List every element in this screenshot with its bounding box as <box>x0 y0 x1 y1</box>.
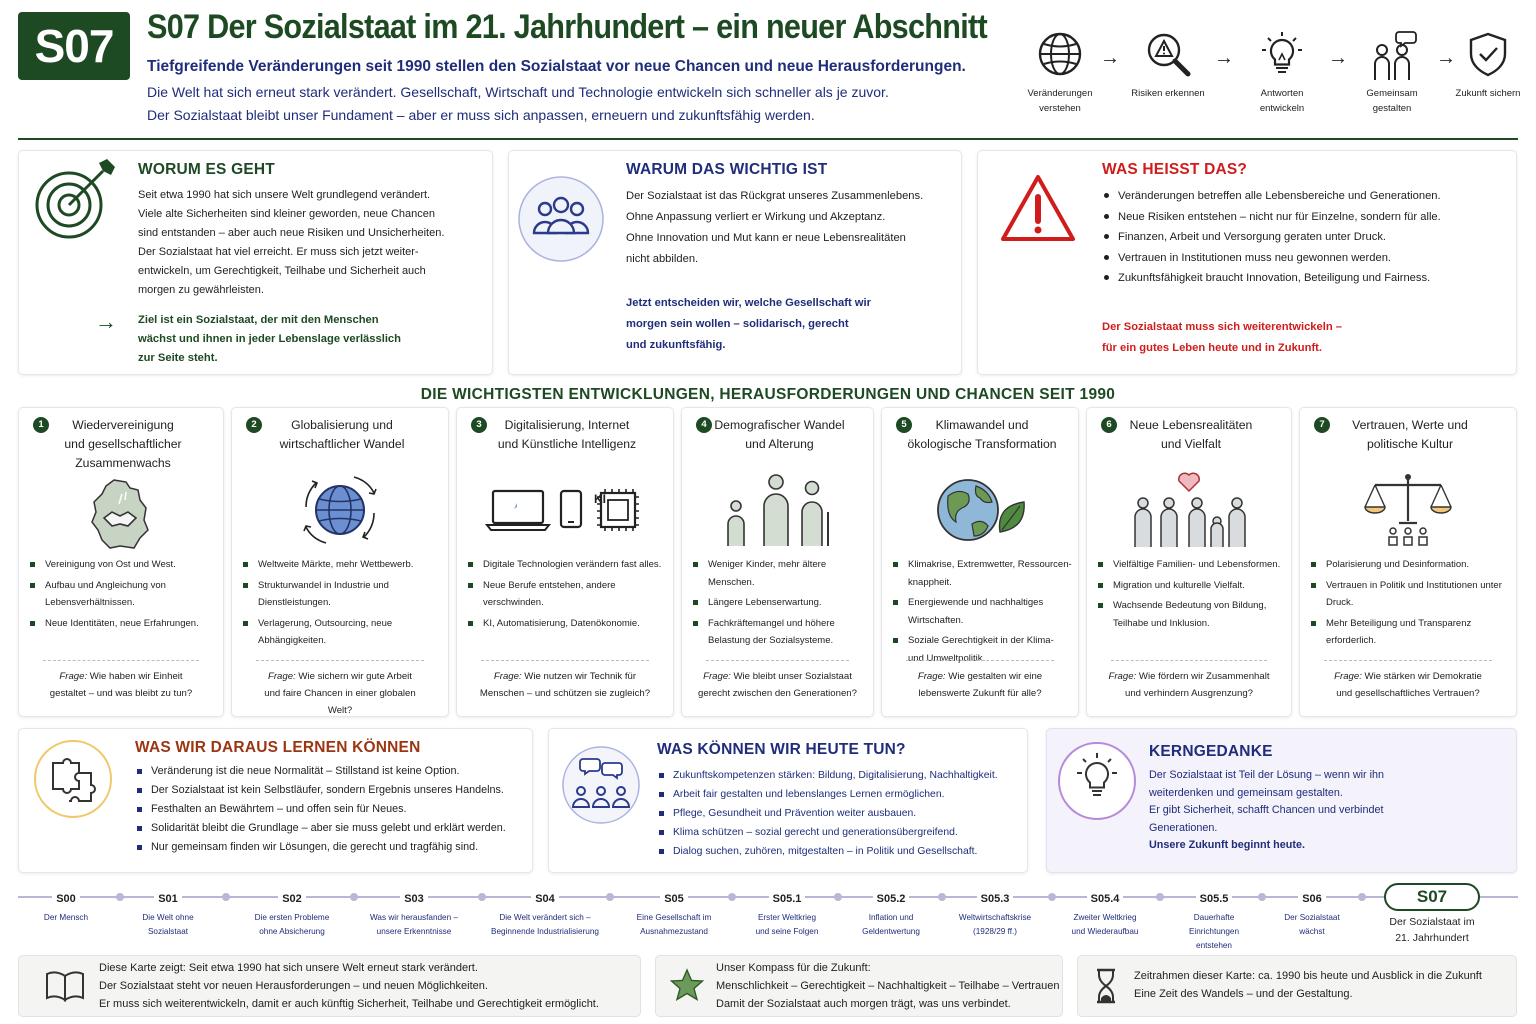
topic-number: 5 <box>896 417 912 433</box>
body-line: Er gibt Sicherheit, schafft Chancen und verbindet <box>1149 804 1384 816</box>
puzzle-icon <box>33 739 113 819</box>
timeline-label-line: wächst <box>1299 927 1325 936</box>
process-step-label: entwickeln <box>1259 103 1305 114</box>
arrow-right-icon: → <box>95 309 117 334</box>
process-steps <box>1008 0 1536 135</box>
process-step-label: Veränderungen <box>1027 88 1093 99</box>
topic-number: 4 <box>696 417 712 433</box>
list-item: Der Sozialstaat ist kein Selbstläufer, sondern Ergebnis unseres Handelns. <box>135 781 530 800</box>
question-line: Wie bleibt unser Sozialstaat <box>733 671 852 682</box>
timeline-dot <box>350 893 358 901</box>
list-item: Vielfältige Familien- und Lebensformen. <box>1097 556 1285 574</box>
topic-title-line: Klimawandel und <box>935 418 1029 432</box>
footer-line: Unser Kompass für die Zukunft: <box>716 962 871 974</box>
list-item: Wachsende Bedeutung von Bildung, Teilhabe und Inklusion. <box>1097 597 1285 632</box>
topic-question <box>892 668 1068 702</box>
card-body <box>626 186 956 270</box>
discussion-group-icon <box>561 745 641 825</box>
timeline-label-line: Die ersten Probleme <box>254 913 330 922</box>
topic-list <box>467 556 667 635</box>
timeline-label-line: 21. Jahrhundert <box>1395 932 1469 944</box>
footer-box-summary <box>18 955 641 1017</box>
topic-title-line: und Künstliche Intelligenz <box>497 437 637 451</box>
question-line: und verhindern Ausgrenzung? <box>1124 688 1253 699</box>
question-line: Menschen – und schützen sie zugleich? <box>479 688 651 699</box>
topic-title-line: und Alterung <box>745 437 814 451</box>
body-line: sind entstanden – aber auch neue Risiken und Unsicherheiten. <box>138 227 445 239</box>
ai-chip-label: KI <box>594 492 606 506</box>
emphasis-line: Jetzt entscheiden wir, welche Gesellschaft wir <box>626 297 871 309</box>
timeline-label <box>359 911 469 939</box>
shield-check-icon <box>1464 30 1512 78</box>
list-item: Neue Berufe entstehen, andere verschwinden. <box>467 577 667 612</box>
question-line: und gesellschaftliches Vertrauen? <box>1336 688 1480 699</box>
body-line: entwickeln, um Gerechtigkeit, Teilhabe und Sicherheit auch <box>138 265 426 277</box>
timeline-code: S05.1 <box>769 893 806 905</box>
list-item: Neue Identitäten, neue Erfahrungen. <box>29 615 217 633</box>
timeline-label-line: Zweiter Weltkrieg <box>1073 913 1137 922</box>
timeline-code: S05 <box>660 893 688 905</box>
question-line: Wie gestalten wir eine <box>948 671 1043 682</box>
card-title: WAS WIR DARAUS LERNEN KÖNNEN <box>135 739 421 756</box>
question-line: Wie sichern wir gute Arbeit <box>298 671 412 682</box>
list-item: Klimakrise, Extremwetter, Ressourcen-knappheit. <box>892 556 1072 591</box>
footer-line: Diese Karte zeigt: Seit etwa 1990 hat sich unsere Welt erneut stark verändert. <box>99 962 478 974</box>
timeline-label <box>836 911 946 939</box>
timeline-code: S06 <box>1298 893 1326 905</box>
timeline-label <box>113 911 223 939</box>
timeline-code: S05.2 <box>873 893 910 905</box>
timeline-item[interactable] <box>619 889 729 939</box>
timeline-dot <box>222 893 230 901</box>
list-item: Pflege, Gesundheit und Prävention weiter ausbauen. <box>657 804 1027 823</box>
question-line: gestaltet – und was bleibt zu tun? <box>49 688 193 699</box>
question-line: Wie haben wir Einheit <box>89 671 183 682</box>
arrow-right-icon: → <box>1328 47 1348 69</box>
timeline-label-line: unsere Erkenntnisse <box>376 927 452 936</box>
body-line: Der Sozialstaat hat viel erreicht. Er muss sich jetzt weiter- <box>138 246 419 258</box>
card-warum <box>508 150 962 375</box>
question-line: Wie stärken wir Demokratie <box>1364 671 1482 682</box>
card-worum <box>18 150 493 375</box>
timeline-label-line: ohne Absicherung <box>259 927 325 936</box>
topic-question <box>1310 668 1506 702</box>
open-book-icon <box>45 970 85 1002</box>
timeline-label <box>490 911 600 939</box>
list-item: Aufbau und Angleichung von Lebensverhältnissen. <box>29 577 217 612</box>
topic-list <box>692 556 867 653</box>
body-line: nicht abbilden. <box>626 253 699 265</box>
question-line: Wie nutzen wir Technik für <box>524 671 637 682</box>
map-badge: S07 <box>18 12 130 80</box>
question-label: Frage: <box>59 671 88 682</box>
question-label: Frage: <box>493 671 522 682</box>
timeline-label-line: Der Sozialstaat <box>1284 913 1340 922</box>
topic-question <box>692 668 863 702</box>
topic-title-line: ökologische Transformation <box>907 437 1057 451</box>
scales-people-icon <box>1300 470 1516 550</box>
card-title: KERNGEDANKE <box>1149 743 1273 760</box>
timeline-code: S01 <box>154 893 182 905</box>
list-item: Polarisierung und Desinformation. <box>1310 556 1510 574</box>
process-step-label: gestalten <box>1372 103 1412 114</box>
footer-text <box>1134 967 1482 1003</box>
timeline-label <box>940 911 1050 939</box>
topic-title-line: Wiedervereinigung <box>72 418 174 432</box>
emphasis-text <box>626 293 956 356</box>
divider <box>256 660 424 661</box>
footer-line: Der Sozialstaat steht vor neuen Herausforderungen – und neuen Möglichkeiten. <box>99 980 488 992</box>
footer-line: Eine Zeit des Wandels – und der Gestaltung. <box>1134 988 1353 1000</box>
topic-title-line: und Vielfalt <box>1160 437 1222 451</box>
question-label: Frage: <box>268 671 296 682</box>
footer-box-compass <box>655 955 1063 1017</box>
card-title: WORUM ES GEHT <box>138 161 275 178</box>
timeline-label-line: Inflation und <box>868 913 914 922</box>
timeline-code: S00 <box>52 893 80 905</box>
topic-title <box>244 416 440 454</box>
topic-card-1 <box>18 407 224 717</box>
topic-list <box>1310 556 1510 653</box>
process-step-3 <box>1232 30 1332 116</box>
arrow-right-icon: → <box>1100 47 1120 69</box>
process-step-label: Risiken erkennen <box>1131 88 1205 99</box>
timeline-item[interactable] <box>490 889 600 939</box>
topic-card-2 <box>231 407 449 717</box>
list-item: Mehr Beteiligung und Transparenz erforderlich. <box>1310 615 1510 650</box>
topic-card-6 <box>1086 407 1292 717</box>
process-step-4 <box>1342 30 1442 116</box>
footer-text <box>716 959 1059 1013</box>
timeline-code: S03 <box>400 893 428 905</box>
timeline-item[interactable] <box>940 889 1050 939</box>
list-item: Soziale Gerechtigkeit in der Klima- und Umweltpolitik. <box>892 632 1072 667</box>
topic-number: 7 <box>1314 417 1330 433</box>
question-label: Frage: <box>1108 671 1137 682</box>
topic-card-5 <box>881 407 1079 717</box>
list-item: Neue Risiken entstehen – nicht nur für Einzelne, sondern für alle. <box>1102 207 1512 228</box>
list-item: Strukturwandel in Industrie und Dienstleistungen. <box>242 577 442 612</box>
card-list <box>1102 186 1512 289</box>
list-item: Finanzen, Arbeit und Versorgung geraten unter Druck. <box>1102 227 1512 248</box>
card-kern <box>1046 728 1517 873</box>
question-label: Frage: <box>917 671 946 682</box>
body-line: Viele alte Sicherheiten sind kleiner geworden, neue Chancen <box>138 208 435 220</box>
timeline-item[interactable] <box>1050 889 1160 939</box>
intro-line-1: Die Welt hat sich erneut stark verändert. Gesellschaft, Wirtschaft und Technologie entwickeln sich schneller als je zuvor. <box>147 84 889 100</box>
card-heute <box>548 728 1028 873</box>
divider <box>706 660 849 661</box>
body-line: morgen zu gewährleisten. <box>138 284 264 296</box>
timeline-label-line: Weltwirtschaftskrise <box>958 913 1032 922</box>
question-label: Frage: <box>1334 671 1362 682</box>
magnifier-warning-icon <box>1144 30 1192 78</box>
emphasis-line: morgen sein wollen – solidarisch, gerecht <box>626 318 849 330</box>
list-item: Digitale Technologien verändern fast alles. <box>467 556 667 574</box>
body-line: weiterdenken und gemeinsam gestalten. <box>1149 786 1343 799</box>
timeline-label-line: Geldentwertung <box>862 927 920 936</box>
emphasis-line: und zukunftsfähig. <box>626 339 726 351</box>
body-line: Der Sozialstaat ist Teil der Lösung – wenn wir ihn <box>1149 769 1385 781</box>
emphasis-line: für ein gutes Leben heute und in Zukunft. <box>1102 341 1323 354</box>
topic-title <box>1312 416 1508 454</box>
body-line: Generationen. <box>1149 821 1218 834</box>
topic-number: 6 <box>1101 417 1117 433</box>
goal-line: zur Seite steht. <box>138 352 218 364</box>
people-speech-icon <box>1366 30 1418 82</box>
card-title: WAS HEISST DAS? <box>1102 161 1248 178</box>
footer-line: Menschlichkeit – Gerechtigkeit – Nachhaltigkeit – Teilhabe – Vertrauen <box>716 980 1060 992</box>
topic-question <box>242 668 438 719</box>
card-title: WAS KÖNNEN WIR HEUTE TUN? <box>657 741 906 758</box>
topic-card-3 <box>456 407 674 717</box>
target-arrow-icon <box>33 157 119 243</box>
timeline-label-line: entstehen <box>1196 941 1232 950</box>
topic-question <box>1097 668 1281 702</box>
card-list <box>135 762 530 857</box>
timeline-dot <box>478 893 486 901</box>
timeline-label-line: Der Mensch <box>43 913 89 922</box>
question-label: Frage: <box>703 671 731 682</box>
list-item: Festhalten an Bewährtem – und offen sein für Neues. <box>135 800 530 819</box>
emphasis-line: Unsere Zukunft beginnt heute. <box>1149 839 1305 851</box>
timeline-label <box>1257 911 1367 939</box>
diverse-people-heart-icon <box>1087 470 1291 550</box>
card-title: WARUM DAS WICHTIG IST <box>626 161 828 178</box>
timeline-label-line: Was wir herausfanden – <box>370 913 458 922</box>
lightbulb-idea-icon <box>1057 741 1137 821</box>
globe-arrows-icon <box>232 470 448 550</box>
topic-list <box>892 556 1072 670</box>
card-lernen <box>18 728 533 873</box>
list-item: Vertrauen in Politik und Institutionen unter Druck. <box>1310 577 1510 612</box>
process-step-label: Gemeinsam <box>1366 88 1418 99</box>
intro-line-2: Der Sozialstaat bleibt unser Fundament – aber er muss sich anpassen, erneuern und zukunftsfähig werden. <box>147 107 815 123</box>
emphasis-text <box>1102 317 1502 358</box>
topic-title <box>469 416 665 454</box>
process-step-1 <box>1010 30 1110 116</box>
body-line: Ohne Innovation und Mut kann er neue Lebensrealitäten <box>626 232 906 244</box>
question-line: und faire Chancen in einer globalen <box>264 688 416 699</box>
divider <box>906 660 1054 661</box>
timeline-label-line: Ausnahmezustand <box>640 927 708 936</box>
body-line: Seit etwa 1990 hat sich unsere Welt grundlegend verändert. <box>138 189 431 201</box>
card-list <box>657 766 1027 861</box>
topic-title-line: Neue Lebensrealitäten <box>1129 418 1253 432</box>
list-item: Migration und kulturelle Vielfalt. <box>1097 577 1285 595</box>
timeline-item[interactable] <box>1257 889 1367 939</box>
timeline-label <box>237 911 347 939</box>
timeline-label-line: Einrichtungen <box>1188 927 1240 936</box>
topic-title-line: und gesellschaftlicher <box>64 437 182 451</box>
topic-title-line: politische Kultur <box>1366 437 1454 451</box>
globe-icon <box>1036 30 1084 78</box>
arrow-right-icon: → <box>1436 47 1456 69</box>
process-step-2 <box>1118 30 1218 101</box>
timeline-label-line: Die Welt verändert sich – <box>499 913 591 922</box>
list-item: Vertrauen in Institutionen muss neu gewonnen werden. <box>1102 248 1512 269</box>
star-icon <box>670 968 704 1002</box>
timeline-label-line: Erster Weltkrieg <box>757 913 817 922</box>
list-item: Arbeit fair gestalten und lebenslanges Lernen ermöglichen. <box>657 785 1027 804</box>
card-body <box>1149 767 1509 855</box>
timeline-item[interactable] <box>113 889 223 939</box>
process-step-5 <box>1438 30 1536 101</box>
list-item: Vereinigung von Ost und West. <box>29 556 217 574</box>
topic-card-7 <box>1299 407 1517 717</box>
list-item: Fachkräftemangel und höhere Belastung der Sozialsysteme. <box>692 615 867 650</box>
topic-title <box>1099 416 1283 454</box>
timeline-label-line: und Wiederaufbau <box>1071 927 1139 936</box>
topic-title-line: Zusammenwachs <box>75 456 171 470</box>
timeline-code: S05.3 <box>977 893 1014 905</box>
topic-card-4 <box>681 407 874 717</box>
question-line: Welt? <box>327 705 353 716</box>
timeline-code: S02 <box>278 893 306 905</box>
timeline-label-line: Beginnende Industrialisierung <box>491 927 599 936</box>
topic-title-line: Vertrauen, Werte und <box>1352 418 1468 432</box>
timeline-item[interactable] <box>237 889 347 939</box>
timeline-label-line: (1928/29 ff.) <box>973 927 1017 936</box>
card-heisst <box>977 150 1517 375</box>
topic-title <box>894 416 1070 454</box>
divider <box>1324 660 1492 661</box>
timeline-code: S05.4 <box>1087 893 1124 905</box>
arrow-right-icon: → <box>1214 47 1234 69</box>
timeline-current-label <box>1372 914 1492 946</box>
timeline-item[interactable] <box>836 889 946 939</box>
timeline-code: S05.5 <box>1196 893 1233 905</box>
question-line: Wie fördern wir Zusammenhalt <box>1138 671 1270 682</box>
generations-icon <box>682 470 873 550</box>
footer-line: Er muss sich weiterentwickeln, damit er auch künftig Sicherheit, Teilhabe und Gerechtigkeit ermöglicht. <box>99 998 599 1010</box>
hourglass-icon <box>1094 968 1118 1004</box>
timeline-label-line: Dauerhafte <box>1193 913 1235 922</box>
goal-line: Ziel ist ein Sozialstaat, der mit den Menschen <box>138 314 379 326</box>
lightbulb-icon <box>1258 30 1306 78</box>
list-item: Verlagerung, Outsourcing, neue Abhängigkeiten. <box>242 615 442 650</box>
footer-line: Damit der Sozialstaat auch morgen trägt, was uns verbindet. <box>716 998 1011 1010</box>
devices-ai-icon <box>457 470 673 550</box>
earth-leaf-icon <box>882 470 1078 550</box>
timeline-item[interactable] <box>1159 889 1269 953</box>
divider <box>481 660 649 661</box>
timeline-label <box>619 911 729 939</box>
footer-line: Zeitrahmen dieser Karte: ca. 1990 bis heute und Ausblick in die Zukunft <box>1134 970 1482 982</box>
timeline-label-line: Der Sozialstaat im <box>1389 916 1475 928</box>
topic-title-line: Digitalisierung, Internet <box>504 418 630 432</box>
timeline-current-marker[interactable]: S07 <box>1384 883 1480 911</box>
timeline-label-line: Eine Gesellschaft im <box>636 913 712 922</box>
process-step-label: Zukunft sichern <box>1455 88 1521 99</box>
header-divider <box>18 138 1518 140</box>
timeline-dot <box>606 893 614 901</box>
timeline-code: S04 <box>531 893 559 905</box>
footer-box-timeframe <box>1077 955 1517 1017</box>
list-item: Veränderung ist die neue Normalität – Stillstand ist keine Option. <box>135 762 530 781</box>
goal-line: wächst und ihnen in jeder Lebenslage verlässlich <box>138 333 401 345</box>
topic-title <box>694 416 865 454</box>
timeline-item[interactable] <box>11 889 121 925</box>
topic-number: 2 <box>246 417 262 433</box>
group-people-icon <box>517 175 605 263</box>
list-item: Energiewende und nachhaltiges Wirtschaften. <box>892 594 1072 629</box>
list-item: KI, Automatisierung, Datenökonomie. <box>467 615 667 633</box>
topic-title <box>31 416 215 473</box>
warning-triangle-icon <box>1000 173 1076 243</box>
process-step-label: verstehen <box>1039 103 1081 114</box>
list-item: Weltweite Märkte, mehr Wettbewerb. <box>242 556 442 574</box>
goal-text <box>138 311 488 368</box>
page-title: S07 Der Sozialstaat im 21. Jahrhundert – ein neuer Abschnitt <box>147 8 987 46</box>
list-item: Klima schützen – sozial gerecht und generationsübergreifend. <box>657 823 1027 842</box>
topic-question <box>467 668 663 702</box>
question-line: lebenswerte Zukunft für alle? <box>918 688 1042 699</box>
timeline-item[interactable] <box>732 889 842 939</box>
topic-list <box>29 556 217 635</box>
topic-title-line: Globalisierung und <box>291 418 393 432</box>
list-item: Nur gemeinsam finden wir Lösungen, die gerecht und tragfähig sind. <box>135 838 530 857</box>
topic-title-line: wirtschaftlicher Wandel <box>279 437 405 451</box>
section-heading: DIE WICHTIGSTEN ENTWICKLUNGEN, HERAUSFORDERUNGEN UND CHANCEN SEIT 1990 <box>420 386 1116 403</box>
divider <box>1111 660 1267 661</box>
timeline-label <box>1159 911 1269 953</box>
list-item: Zukunftsfähigkeit braucht Innovation, Beteiligung und Fairness. <box>1102 268 1512 289</box>
timeline-label <box>1050 911 1160 939</box>
card-body <box>138 186 488 300</box>
topic-question <box>29 668 213 702</box>
timeline-label-line: Sozialstaat <box>147 927 189 936</box>
footer-text <box>99 959 599 1013</box>
timeline-label-line: Die Welt ohne <box>142 913 194 922</box>
timeline-label <box>11 911 121 925</box>
list-item: Weniger Kinder, mehr ältere Menschen. <box>692 556 867 591</box>
divider <box>43 660 199 661</box>
list-item: Zukunftskompetenzen stärken: Bildung, Digitalisierung, Nachhaltigkeit. <box>657 766 1027 785</box>
page-subtitle: Tiefgreifende Veränderungen seit 1990 stellen den Sozialstaat vor neue Chancen und neue Herausforderungen. <box>147 58 966 75</box>
timeline-label-line: und seine Folgen <box>755 927 819 936</box>
list-item: Dialog suchen, zuhören, mitgestalten – in Politik und Gesellschaft. <box>657 842 1027 861</box>
body-line: Der Sozialstaat ist das Rückgrat unseres Zusammenlebens. <box>626 190 924 202</box>
topic-title-line: Demografischer Wandel <box>714 418 845 432</box>
topic-number: 3 <box>471 417 487 433</box>
topic-list <box>242 556 442 653</box>
timeline-item[interactable] <box>359 889 469 939</box>
body-line: Ohne Anpassung verliert er Wirkung und Akzeptanz. <box>626 211 886 223</box>
topic-list <box>1097 556 1285 635</box>
question-line: gerecht zwischen den Generationen? <box>698 688 857 699</box>
germany-handshake-icon <box>19 474 223 554</box>
list-item: Solidarität bleibt die Grundlage – aber sie muss gelebt und erklärt werden. <box>135 819 530 838</box>
list-item: Längere Lebenserwartung. <box>692 594 867 612</box>
topic-number: 1 <box>33 417 49 433</box>
timeline-label <box>732 911 842 939</box>
process-step-label: Antworten <box>1260 88 1304 99</box>
emphasis-line: Der Sozialstaat muss sich weiterentwickeln – <box>1102 321 1343 333</box>
list-item: Veränderungen betreffen alle Lebensbereiche und Generationen. <box>1102 186 1512 207</box>
